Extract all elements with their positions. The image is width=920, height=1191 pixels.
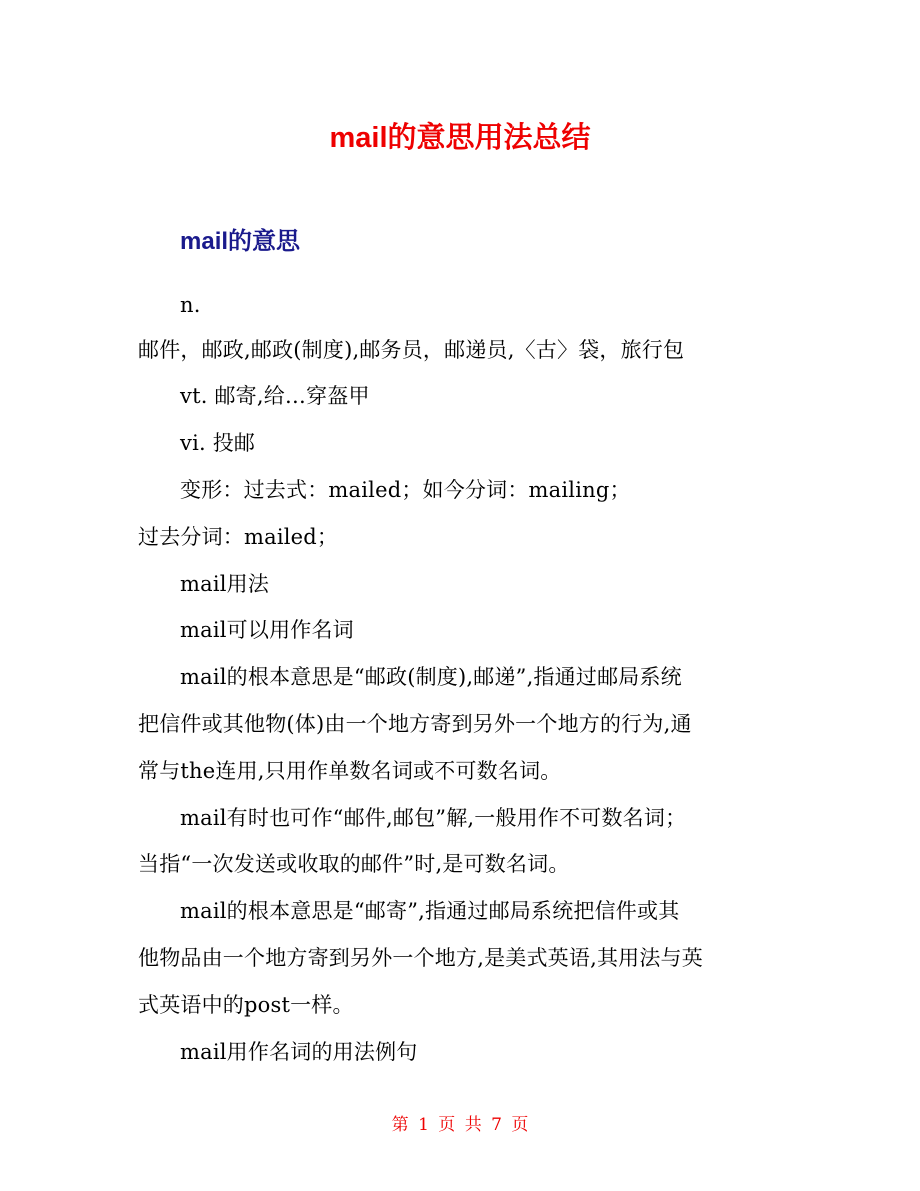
text-line: 过去分词：mailed；	[138, 525, 339, 549]
text-line: mail可以用作名词	[180, 618, 354, 642]
text-line: 变形：过去式：mailed；如今分词：mailing；	[180, 478, 631, 502]
text-line: mail用作名词的用法例句	[180, 1040, 418, 1064]
section-heading: mail的意思	[180, 228, 301, 255]
document-title: mail的意思用法总结	[329, 122, 591, 154]
text-line: 邮件，邮政,邮政(制度),邮务员，邮递员,〈古〉袋，旅行包	[138, 338, 685, 362]
text-line: mail的根本意思是“邮寄”,指通过邮局系统把信件或其	[180, 899, 680, 923]
text-line: vi. 投邮	[180, 431, 256, 455]
text-line: mail的根本意思是“邮政(制度),邮递”,指通过邮局系统	[180, 665, 682, 689]
text-line: 把信件或其他物(体)由一个地方寄到另外一个地方的行为,通	[138, 712, 692, 736]
text-line: 当指“一次发送或收取的邮件”时,是可数名词。	[138, 852, 570, 876]
text-line: mail用法	[180, 572, 270, 596]
text-line: vt. 邮寄,给…穿盔甲	[180, 384, 370, 408]
text-line: 常与the连用,只用作单数名词或不可数名词。	[138, 759, 562, 783]
text-line: 式英语中的post一样。	[138, 993, 354, 1017]
page-footer: 第 1 页 共 7 页	[391, 1115, 529, 1135]
text-line: 他物品由一个地方寄到另外一个地方,是美式英语,其用法与英	[138, 946, 703, 970]
text-line: mail有时也可作“邮件,邮包”解,一般用作不可数名词；	[180, 806, 687, 830]
text-line: n.	[180, 293, 201, 317]
